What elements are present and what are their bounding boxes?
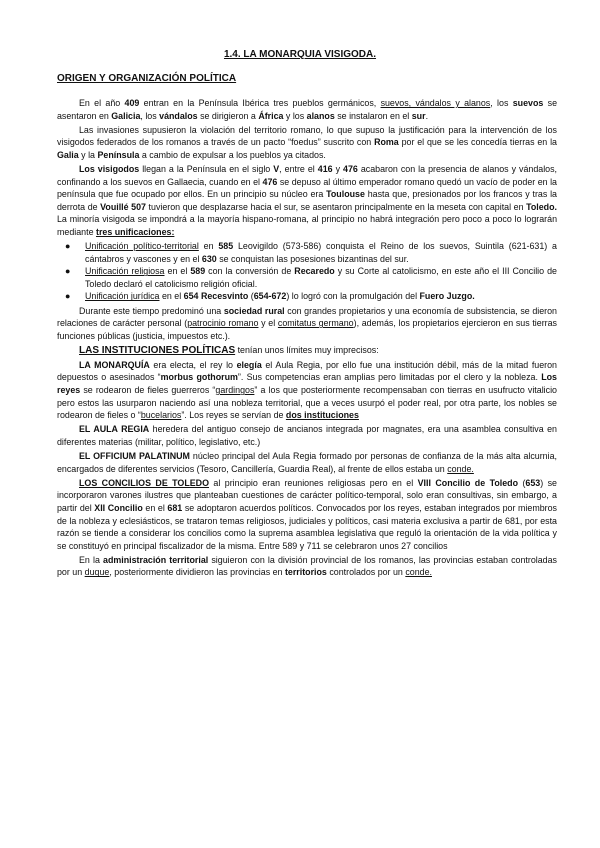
bullet-icon: ● bbox=[65, 266, 71, 277]
page-title: 1.4. LA MONARQUIA VISIGODA. bbox=[223, 49, 377, 60]
unifications-list bbox=[57, 240, 557, 303]
paragraph-monarquia: LA MONARQUÍA era electa, el rey lo elegía el Aula Regia, por ello fue una institución débil, más de la mitad fueron depuestos o asesinados “morbus gothorum”. Sus competencias eran amplias pero limitadas por el clero y la nobleza. Los reyes se rodearon de fieles guerreros “gardingos” a los que posteriormente recompensaban con tierras en usufructo vitalicio pero estos las usurparon naciendo así una nobleza territorial, que a veces usurpó el poder real, por otra parte, los nobles se rodearon de fieles o “bucelarios”. Los reyes se servían de dos instituciones bbox=[57, 359, 557, 421]
paragraph-visigodos: Los visigodos llegan a la Península en el siglo V, entre el 416 y 476 acabaron con la presencia de alanos y vándalos, confinando a los suevos en Gallaecia, cuando en el 476 se depuso al último emperador romano quedó un vacío de poder en la península que fue ocupado por ellos. En un principio su núcleo era Toulouse hasta que, presionados por los francos y tras la derrota de Vouillé 507 tuvieron que desplazarse hacia el sur, se asentaron principalmente en la meseta con capital en Toledo. La minoría visigoda se impondrá a la mayoría hispano-romana, al principio no habrá integración pero poco a poco lo lograrán mediante tres unificaciones: bbox=[57, 163, 558, 237]
bullet-icon: ● bbox=[65, 291, 71, 302]
section-heading: ORIGEN Y ORGANIZACIÓN POLÍTICA bbox=[57, 73, 237, 84]
institutions-heading: LAS INSTITUCIONES POLÍTICAS tenían unos límites muy imprecisos: bbox=[79, 344, 379, 356]
list-item: ● Unificación religiosa en el 589 con la conversión de Recaredo y su Corte al catolicismo, en este año el III Concilio de Toledo declaró el catolicismo religión oficial. bbox=[65, 266, 557, 289]
paragraph-officium: EL OFFICIUM PALATINUM núcleo principal del Aula Regia formado por personas de confianza de la más alta alcurnia, encargados de diferentes servicios (Tesoro, Cancillería, Guardia Real), al frente de ellos estaba un conde. bbox=[57, 451, 557, 474]
paragraph-concilios: LOS CONCILIOS DE TOLEDO al principio eran reuniones religiosas pero en el VIII Concilio de Toledo (653) se incorporaron varones ilustres que planteaban cuestiones de carácter político-temporal, solo eran consultivas, sin embargo, a partir del XII Concilio en el 681 se adoptaron acuerdos políticos. Convocados por los reyes, estaban integrados por miembros de la nobleza y eclesiásticos, se trataron temas religiosos, judiciales y políticos, casi materia exclusiva a partir de 681, por esta razón se tiende a considerar los concilios como la suprema asamblea legislativa que reguló la orientación de la vida política y se constituyó en principal fiscalizador de la misma. Entre 589 y 711 se celebraron unos 27 concilios bbox=[57, 477, 557, 551]
paragraph-aula-regia: EL AULA REGIA heredera del antiguo consejo de ancianos integrada por magnates, era una asamblea consultiva en diferentes materias (militar, político, legislativo, etc.) bbox=[57, 424, 557, 447]
bullet-icon: ● bbox=[65, 241, 71, 252]
list-item: ● Unificación jurídica en el 654 Recesvinto (654-672) lo logró con la promulgación del Fuero Juzgo. bbox=[65, 291, 475, 302]
document-body bbox=[57, 97, 557, 580]
paragraph-foedus: Las invasiones supusieron la violación del territorio romano, lo que supuso la justificación para la intervención de los visigodos federados de los romanos a través de un pacto “foedus” suscrito con Roma por el que se les concedía tierras en la Galia y la Península a cambio de expulsar a los pueblos ya citados. bbox=[57, 124, 557, 160]
paragraph-invasions: En el año 409 entran en la Península Ibérica tres pueblos germánicos, suevos, vándalos y alanos, los suevos se asentaron en Galicia, los vándalos se dirigieron a África y los alanos se instalaron en el sur. bbox=[57, 98, 558, 121]
paragraph-society: Durante este tiempo predominó una sociedad rural con grandes propietarios y una economía de subsistencia, se dieron relaciones de carácter personal (patrocinio romano y el comitatus germano), además, los propietarios ejercieron en sus tierras funciones públicas (justicia, impuestos etc.). bbox=[57, 305, 557, 341]
list-item: ● Unificación político-territorial en 585 Leovigildo (573-586) conquista el Reino de los suevos, Suintila (621-631) a cántabros y vascones y en el 630 se conquistan las posesiones bizantinas del sur. bbox=[65, 241, 557, 264]
paragraph-administracion: En la administración territorial siguieron con la división provincial de los romanos, las provincias estaban controladas por un duque, posteriormente dividieron las provincias en territorios controlados por un conde. bbox=[57, 554, 557, 578]
